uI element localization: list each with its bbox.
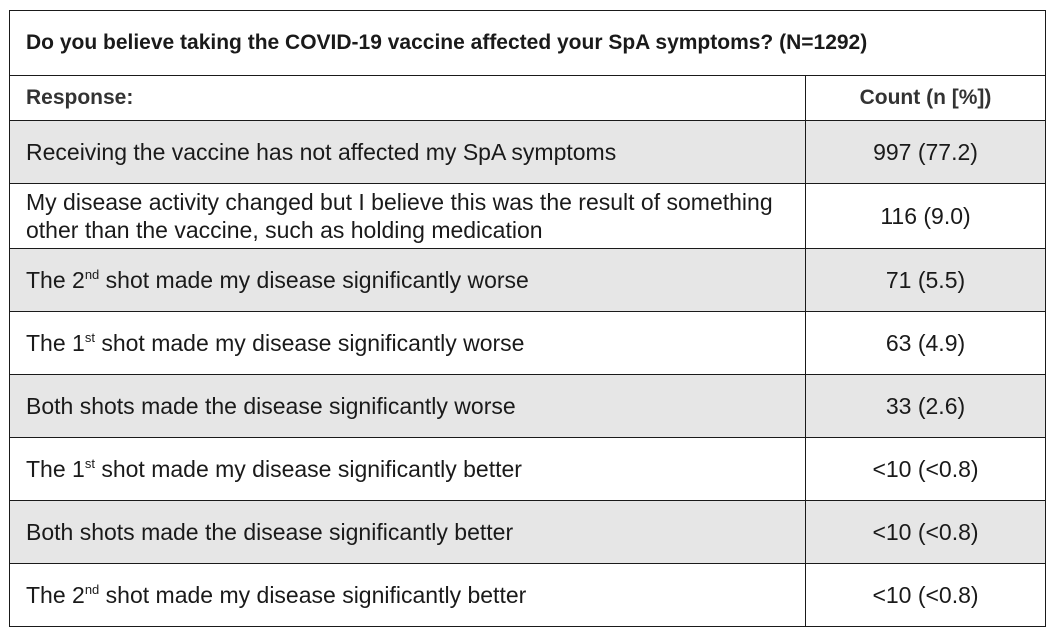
response-cell xyxy=(10,312,806,375)
response-cell xyxy=(10,249,806,312)
count-cell: 116 (9.0) xyxy=(806,184,1046,249)
count-cell: 63 (4.9) xyxy=(806,312,1046,375)
survey-table-container xyxy=(9,10,1045,627)
response-cell xyxy=(10,184,806,249)
column-header-count: Count (n [%]) xyxy=(806,76,1046,121)
response-text-rest: shot made my disease significantly worse xyxy=(94,330,525,356)
table-title-row xyxy=(10,11,1046,76)
table-row xyxy=(10,184,1046,249)
ordinal-suffix: st xyxy=(84,456,95,471)
table-row xyxy=(10,312,1046,375)
response-cell xyxy=(10,121,806,184)
ordinal-suffix: nd xyxy=(84,267,100,282)
table-row xyxy=(10,438,1046,501)
response-text: Both shots made the disease significantly worse xyxy=(26,393,516,419)
table-header-row xyxy=(10,76,1046,121)
count-cell: 997 (77.2) xyxy=(806,121,1046,184)
ordinal-suffix: st xyxy=(84,330,95,345)
survey-results-table xyxy=(9,10,1046,627)
response-text: Receiving the vaccine has not affected my SpA symptoms xyxy=(26,139,617,165)
response-text: Both shots made the disease significantly better xyxy=(26,519,514,545)
count-cell: <10 (<0.8) xyxy=(806,438,1046,501)
response-text: The 1 xyxy=(26,330,85,356)
count-cell: <10 (<0.8) xyxy=(806,564,1046,627)
response-text: The 2 xyxy=(26,267,85,293)
ordinal-suffix: nd xyxy=(84,582,100,597)
count-cell: 33 (2.6) xyxy=(806,375,1046,438)
table-row xyxy=(10,249,1046,312)
response-text-rest: shot made my disease significantly better xyxy=(99,582,527,608)
response-cell xyxy=(10,564,806,627)
response-text: The 2 xyxy=(26,582,85,608)
column-header-response: Response: xyxy=(10,76,806,121)
count-cell: 71 (5.5) xyxy=(806,249,1046,312)
table-row xyxy=(10,375,1046,438)
response-text-rest: shot made my disease significantly better xyxy=(94,456,522,482)
response-text-rest: shot made my disease significantly worse xyxy=(99,267,529,293)
table-row xyxy=(10,564,1046,627)
response-cell xyxy=(10,501,806,564)
response-cell xyxy=(10,438,806,501)
response-text: The 1 xyxy=(26,456,85,482)
table-row xyxy=(10,121,1046,184)
count-cell: <10 (<0.8) xyxy=(806,501,1046,564)
response-cell xyxy=(10,375,806,438)
table-title: Do you believe taking the COVID-19 vaccine affected your SpA symptoms? (N=1292) xyxy=(10,11,1046,76)
response-text: My disease activity changed but I believe this was the result of something other than the vaccine, such as holding medication xyxy=(26,189,773,243)
table-row xyxy=(10,501,1046,564)
